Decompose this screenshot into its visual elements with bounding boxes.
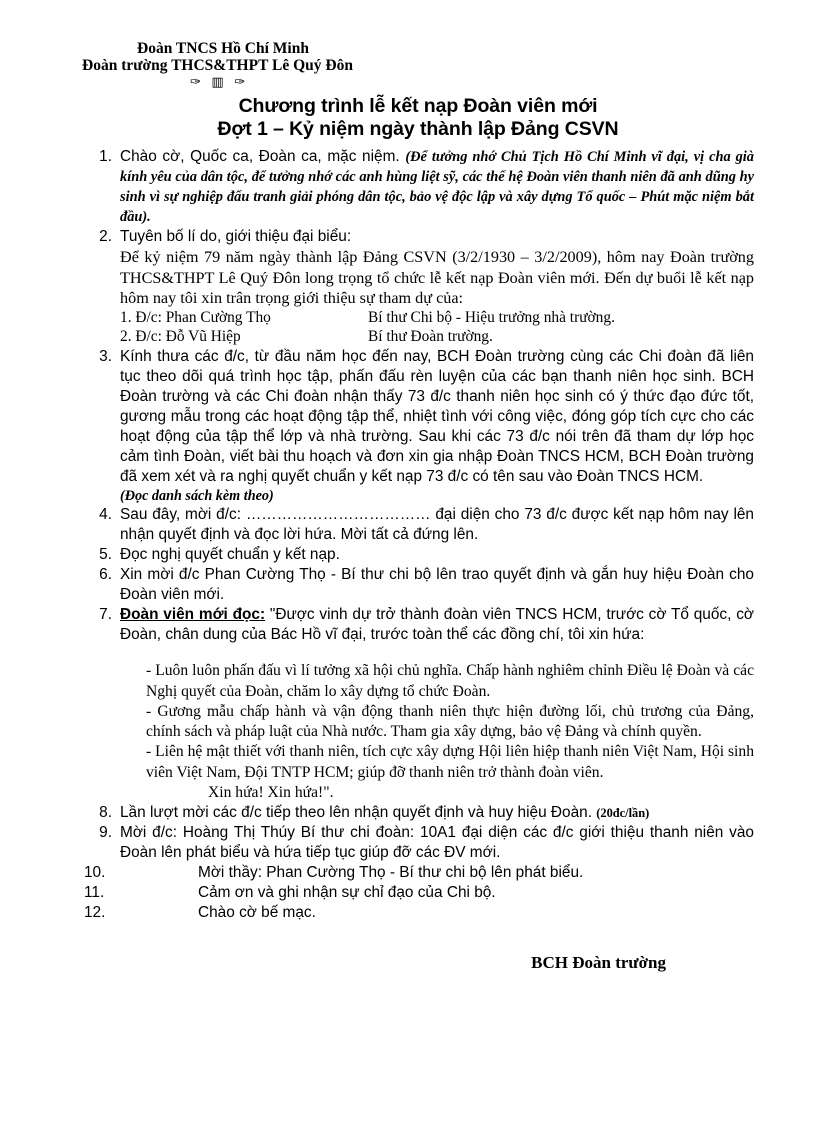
item-number: 1. — [99, 147, 112, 165]
item-7-label: Đoàn viên mới đọc: — [120, 606, 266, 624]
organization-line-1: Đoàn TNCS Hồ Chí Minh — [137, 40, 309, 57]
agenda-item-2 — [82, 227, 754, 347]
ornament-divider-icon: ✑ ▥ ✑ — [190, 74, 249, 90]
item-number: 11. — [84, 884, 105, 902]
agenda-item-12 — [82, 903, 754, 923]
item-4-body: Sau đây, mời đ/c: ……………………………… đại diện cho 73 đ/c được kết nạp hôm nay lên nhận quyết định và đọc lời hứa. Mời tất cả đứng lên. — [120, 506, 754, 544]
item-2-body: Để kỷ niệm 79 năm ngày thành lập Đảng CSVN (3/2/1930 – 3/2/2009), hôm nay Đoàn trường THCS&THPT Lê Quý Đôn long trọng tổ chức lễ kết nạp Đoàn viên mới. Đến dự buổi lễ kết nạp hôm nay tôi xin trân trọng giới thiệu sự tham dự của: — [120, 247, 754, 308]
agenda-list — [82, 147, 754, 923]
agenda-item-9 — [82, 823, 754, 863]
agenda-item-3 — [82, 347, 754, 506]
representative-name: 2. Đ/c: Đỗ Vũ Hiệp — [120, 327, 241, 345]
signoff: BCH Đoàn trường — [531, 953, 666, 973]
agenda-item-7 — [82, 605, 754, 803]
pledge-line-3: - Liên hệ mật thiết với thanh niên, tích cực xây dựng Hội liên hiệp thanh niên Việt Nam, Hội sinh viên Việt Nam, Đội TNTP HCM; giúp đỡ thanh niên trở thành đoàn viên. — [146, 743, 754, 781]
item-8-body: Lần lượt mời các đ/c tiếp theo lên nhận quyết định và huy hiệu Đoàn. — [120, 804, 592, 822]
agenda-item-5 — [82, 545, 754, 565]
item-9-body: Mời đ/c: Hoàng Thị Thúy Bí thư chi đoàn: 10A1 đại diện các đ/c giới thiệu thanh niên vào Đoàn lên phát biểu và hứa tiếp tục giúp đỡ các ĐV mới. — [120, 824, 754, 862]
representative-title: Bí thư Đoàn trường. — [368, 327, 493, 345]
item-8-note: (20đc/lần) — [596, 806, 650, 821]
item-1-note: (Để tưởng nhớ Chủ Tịch Hồ Chí Minh vĩ đại, vị cha già kính yêu của dân tộc, để tưởng nhớ các anh hùng liệt sỹ, các thế hệ Đoàn viên thanh niên đã anh dũng hy sinh vì sự nghiệp đấu tranh giải phóng dân tộc, bảo vệ độc lập và xây dựng Tổ quốc – Phút mặc niệm bắt đầu). — [120, 148, 754, 225]
title-line-1: Chương trình lễ kết nạp Đoàn viên mới — [238, 94, 598, 117]
agenda-item-8 — [82, 803, 754, 823]
pledge-line-1: - Luôn luôn phấn đấu vì lí tưởng xã hội chủ nghĩa. Chấp hành nghiêm chỉnh Điều lệ Đoàn và các Nghị quyết của Đoàn, chăm lo xây dựng tổ chức Đoàn. — [146, 662, 754, 700]
pledge-block — [120, 661, 754, 803]
agenda-item-4 — [82, 505, 754, 545]
item-6-body: Xin mời đ/c Phan Cường Thọ - Bí thư chi bộ lên trao quyết định và gắn huy hiệu Đoàn cho Đoàn viên mới. — [120, 566, 754, 604]
agenda-item-11 — [82, 883, 754, 903]
item-number: 5. — [99, 546, 112, 564]
title-line-2: Đợt 1 – Kỷ niệm ngày thành lập Đảng CSVN — [217, 117, 619, 140]
page-title — [82, 95, 754, 141]
agenda-item-10 — [82, 863, 754, 883]
representative-name: 1. Đ/c: Phan Cường Thọ — [120, 309, 271, 326]
agenda-item-1 — [82, 147, 754, 227]
item-number: 9. — [99, 824, 112, 842]
item-12-body: Chào cờ bế mạc. — [198, 904, 316, 922]
item-number: 2. — [99, 227, 112, 245]
item-number: 3. — [99, 347, 112, 365]
item-5-body: Đọc nghị quyết chuẩn y kết nạp. — [120, 546, 340, 564]
item-number: 10. — [84, 864, 106, 882]
pledge-vow: Xin hứa! Xin hứa!". — [208, 783, 334, 801]
representative-row — [120, 328, 754, 347]
representative-row — [120, 309, 754, 328]
item-number: 6. — [99, 566, 112, 584]
item-number: 4. — [99, 506, 112, 524]
item-3-body: Kính thưa các đ/c, từ đầu năm học đến nay, BCH Đoàn trường cùng các Chi đoàn đã liên tục theo dõi quá trình học tập, phấn đấu rèn luyện của các bạn thanh niên học sinh. BCH Đoàn trường và các Chi đoàn nhận thấy 73 đ/c thanh niên học sinh có ý thức đạo đức tốt, gương mẫu trong các hoạt động tập thể, nhiệt tình với công việc, đóng góp tích cực cho các hoạt động của tập thể lớp và nhà trường. Sau khi các 73 đ/c nói trên đã tham dự lớp học cảm tình Đoàn, viết bài thu hoạch và đơn xin gia nhập Đoàn TNCS HCM, BCH Đoàn trường đã xem xét và ra nghị quyết chuẩn y kết nạp 73 đ/c có tên sau vào Đoàn TNCS HCM. — [120, 347, 754, 485]
item-11-body: Cảm ơn và ghi nhận sự chỉ đạo của Chi bộ. — [198, 884, 496, 902]
item-number: 12. — [84, 904, 106, 922]
item-3-note: (Đọc danh sách kèm theo) — [120, 487, 274, 504]
representative-title: Bí thư Chi bộ - Hiệu trưởng nhà trường. — [368, 309, 615, 326]
item-number: 7. — [99, 606, 112, 624]
pledge-line-2: - Gương mẫu chấp hành và vận động thanh niên thực hiện đường lối, chủ trương của Đảng, chính sách và pháp luật của Nhà nước. Tham gia xây dựng, bảo vệ Đảng và chính quyền. — [146, 702, 754, 741]
document-header — [82, 40, 754, 89]
item-number: 8. — [99, 804, 112, 822]
item-2-main: Tuyên bố lí do, giới thiệu đại biểu: — [120, 227, 352, 245]
agenda-item-6 — [82, 565, 754, 605]
item-7-body: "Được vinh dự trở thành đoàn viên TNCS HCM, trước cờ Tổ quốc, cờ Đoàn, chân dung của Bác Hồ vĩ đại, trước toàn thể các đồng chí, tôi xin hứa: — [120, 606, 754, 644]
item-10-body: Mời thầy: Phan Cường Thọ - Bí thư chi bộ lên phát biểu. — [198, 864, 584, 882]
item-1-main: Chào cờ, Quốc ca, Đoàn ca, mặc niệm. — [120, 147, 400, 165]
organization-line-2: Đoàn trường THCS&THPT Lê Quý Đôn — [82, 57, 353, 75]
